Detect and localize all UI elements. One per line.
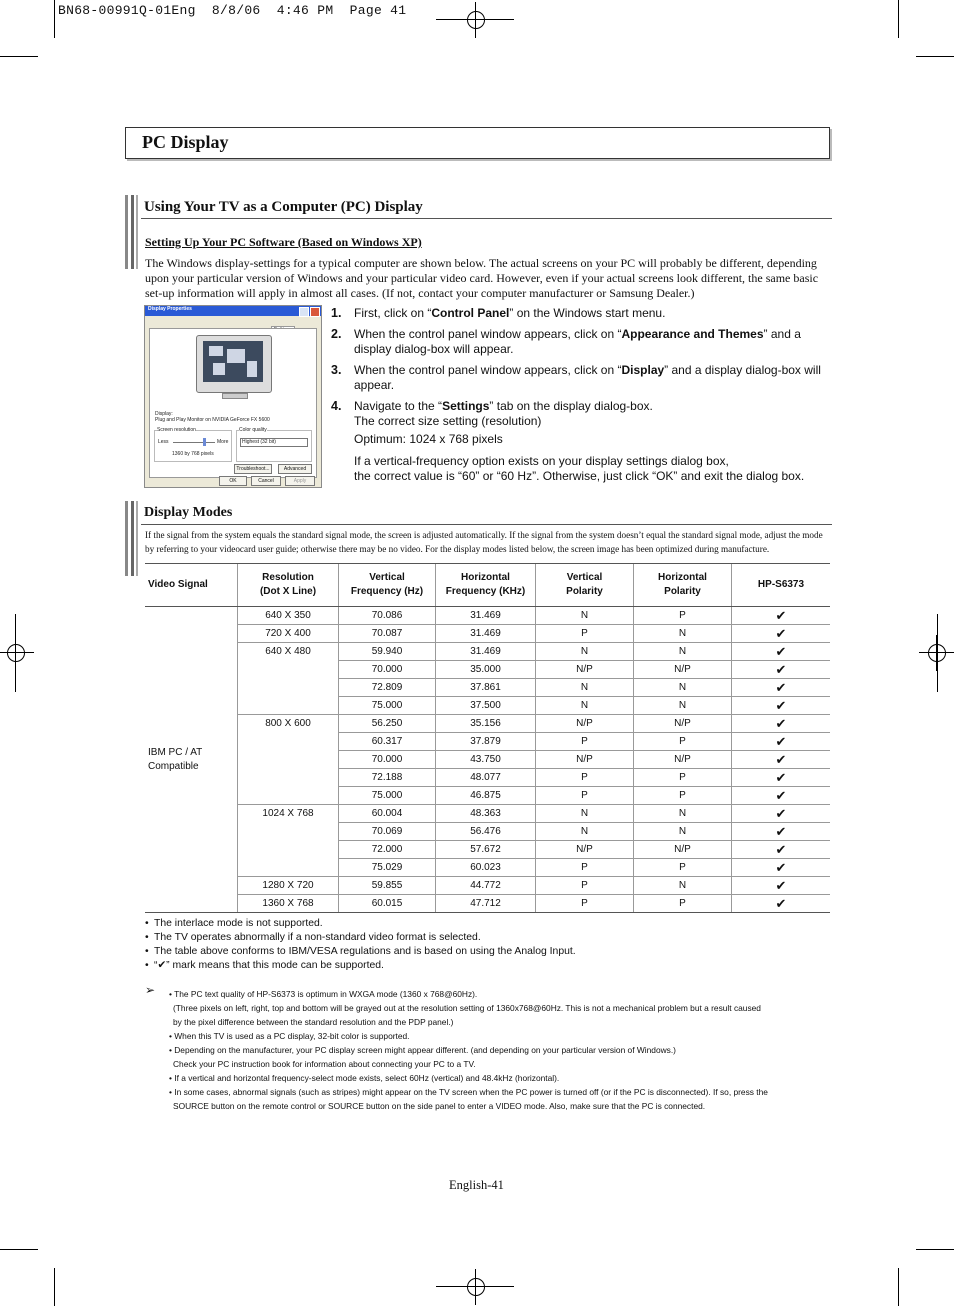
vertical-frequency-cell: 72.000 — [339, 841, 436, 859]
horizontal-polarity-cell: N/P — [634, 661, 732, 679]
video-signal-cell: IBM PC / AT Compatible — [145, 607, 238, 913]
note-item: • The TV operates abnormally if a non-standard video format is selected. — [145, 931, 576, 945]
section-rule — [141, 218, 832, 219]
monitor-stand — [222, 393, 248, 399]
vertical-frequency-cell: 70.000 — [339, 751, 436, 769]
fine-print — [169, 987, 819, 1113]
table-row — [145, 625, 830, 643]
table-row — [145, 877, 830, 895]
crop-mark — [54, 1268, 55, 1306]
horizontal-frequency-cell: 48.363 — [436, 805, 536, 823]
supported-check-icon: ✔ — [732, 859, 831, 877]
supported-check-icon: ✔ — [732, 643, 831, 661]
vertical-polarity-cell: P — [536, 877, 634, 895]
table-header-row — [145, 564, 830, 607]
supported-check-icon: ✔ — [732, 769, 831, 787]
dialog-title-bar — [145, 306, 321, 316]
vertical-polarity-cell: P — [536, 895, 634, 913]
vertical-polarity-cell: N — [536, 697, 634, 715]
resolution-group-label: Screen resolution — [157, 427, 196, 433]
advanced-button: Advanced — [278, 464, 312, 474]
vertical-polarity-cell: N/P — [536, 751, 634, 769]
print-header: BN68-00991Q-01Eng 8/8/06 4:46 PM Page 41 — [58, 3, 407, 18]
step-number: 3. — [331, 363, 342, 377]
horizontal-frequency-cell: 37.879 — [436, 733, 536, 751]
supported-check-icon: ✔ — [732, 661, 831, 679]
horizontal-polarity-cell: P — [634, 607, 732, 625]
crop-mark — [0, 1249, 38, 1250]
vertical-polarity-cell: N/P — [536, 841, 634, 859]
color-select-value: Highest (32 bit) — [242, 439, 276, 445]
horizontal-polarity-cell: P — [634, 769, 732, 787]
col-resolution: Resolution (Dot X Line) — [238, 564, 339, 607]
horizontal-frequency-cell: 35.156 — [436, 715, 536, 733]
crop-mark — [916, 56, 954, 57]
table-row — [145, 643, 830, 661]
resolution-value: 1360 by 768 pixels — [172, 451, 214, 457]
page-title-box — [125, 127, 830, 159]
horizontal-polarity-cell: N/P — [634, 715, 732, 733]
registration-mark-icon — [458, 2, 494, 38]
horizontal-frequency-cell: 31.469 — [436, 607, 536, 625]
step-keyword: Control Panel — [431, 306, 510, 320]
resolution-cell: 1024 X 768 — [238, 805, 339, 877]
vertical-frequency-cell: 59.855 — [339, 877, 436, 895]
vertical-polarity-cell: P — [536, 625, 634, 643]
registration-mark-icon — [458, 1269, 494, 1305]
registration-mark-icon — [0, 635, 34, 671]
supported-check-icon: ✔ — [732, 805, 831, 823]
vertical-frequency-cell: 60.015 — [339, 895, 436, 913]
step-text: ” on the Windows start menu. — [509, 306, 666, 320]
step-text: ” and a display dialog-box will appear. — [354, 327, 801, 356]
steps-list — [331, 306, 831, 484]
display-properties-screenshot — [144, 305, 322, 488]
resolution-cell: 720 X 400 — [238, 625, 339, 643]
fine-print-line: • When this TV is used as a PC display, 32-bit color is supported. — [169, 1031, 410, 1041]
horizontal-frequency-cell: 37.861 — [436, 679, 536, 697]
note-item: • The table above conforms to IBM/VESA regulations and is based on using the Analog Input. — [145, 945, 576, 959]
fine-print-line: by the pixel difference between the standard resolution and the PDP panel.) — [173, 1017, 454, 1027]
crop-mark — [898, 0, 899, 38]
step-keyword: Display — [621, 363, 665, 377]
vertical-frequency-cell: 56.250 — [339, 715, 436, 733]
apply-button: Apply — [285, 476, 315, 486]
display-modes-intro: If the signal from the system equals the standard signal mode, the screen is adjusted automatically. If the signal from the system doesn’t equal the standard signal mode, adjust the mode by referring to your videocard user guide; otherwise there may be no video. For the display modes listed below, the screen image has been optimized during manufacture. — [145, 530, 823, 554]
vertical-frequency-cell: 72.809 — [339, 679, 436, 697]
more-label: More — [217, 439, 229, 445]
horizontal-polarity-cell: N — [634, 625, 732, 643]
notes-list — [145, 917, 576, 973]
step-number: 2. — [331, 327, 342, 341]
supported-check-icon: ✔ — [732, 751, 831, 769]
horizontal-polarity-cell: P — [634, 733, 732, 751]
section-bar-inner — [131, 195, 134, 269]
dialog-title: Display Properties — [148, 306, 192, 312]
step-text: ” tab on the display dialog-box. — [489, 399, 653, 413]
col-horizontal-polarity: Horizontal Polarity — [634, 564, 732, 607]
vertical-frequency-cell: 75.000 — [339, 787, 436, 805]
vertical-frequency-cell: 70.069 — [339, 823, 436, 841]
step-detail: Optimum: 1024 x 768 pixels — [354, 432, 503, 446]
fine-print-line: • Depending on the manufacturer, your PC display screen might appear different. (and depending on your particular version of Windows.) — [169, 1045, 676, 1055]
horizontal-polarity-cell: N — [634, 679, 732, 697]
vertical-polarity-cell: N — [536, 643, 634, 661]
horizontal-frequency-cell: 56.476 — [436, 823, 536, 841]
vertical-polarity-cell: N/P — [536, 715, 634, 733]
supported-check-icon: ✔ — [732, 607, 831, 625]
horizontal-polarity-cell: N — [634, 697, 732, 715]
horizontal-frequency-cell: 44.772 — [436, 877, 536, 895]
step-item — [331, 327, 831, 357]
note-arrow-icon: ➢ — [145, 983, 156, 997]
col-video-signal: Video Signal — [145, 564, 238, 607]
section-title: Using Your TV as a Computer (PC) Display — [144, 199, 423, 215]
step-keyword: Appearance and Themes — [621, 327, 764, 341]
color-select — [240, 438, 308, 447]
fine-print-line: (Three pixels on left, right, top and bottom will be grayed out at the resolution setting of 1360x768@60Hz. This is not a mechanical problem but a result caused — [173, 1003, 761, 1013]
step-text: When the control panel window appears, click on “ — [354, 327, 622, 341]
section-title: Display Modes — [144, 505, 233, 520]
vertical-polarity-cell: P — [536, 769, 634, 787]
less-label: Less — [158, 439, 169, 445]
col-vertical-polarity: Vertical Polarity — [536, 564, 634, 607]
horizontal-frequency-cell: 35.000 — [436, 661, 536, 679]
note-item: • “✔” mark means that this mode can be supported. — [145, 959, 576, 973]
vertical-frequency-cell: 75.000 — [339, 697, 436, 715]
supported-check-icon: ✔ — [732, 625, 831, 643]
vertical-polarity-cell: P — [536, 787, 634, 805]
horizontal-frequency-cell: 48.077 — [436, 769, 536, 787]
horizontal-frequency-cell: 57.672 — [436, 841, 536, 859]
supported-check-icon: ✔ — [732, 715, 831, 733]
table-row — [145, 805, 830, 823]
fine-print-line: • If a vertical and horizontal frequency-select mode exists, select 60Hz (vertical) and 48.4kHz (horizontal). — [169, 1073, 560, 1083]
supported-check-icon: ✔ — [732, 697, 831, 715]
vertical-frequency-cell: 70.086 — [339, 607, 436, 625]
step-detail: If a vertical-frequency option exists on your display settings dialog box, — [354, 454, 729, 468]
step-number: 4. — [331, 399, 342, 413]
horizontal-frequency-cell: 31.469 — [436, 625, 536, 643]
slider-thumb — [203, 438, 206, 446]
vertical-frequency-cell: 59.940 — [339, 643, 436, 661]
step-detail: the correct value is “60” or “60 Hz”. Otherwise, just click “OK” and exit the dialog box. — [354, 469, 805, 483]
col-vertical-frequency: Vertical Frequency (Hz) — [339, 564, 436, 607]
vertical-frequency-cell: 75.029 — [339, 859, 436, 877]
help-icon — [299, 307, 309, 317]
step-text: ” and a display dialog-box will appear. — [354, 363, 821, 392]
fine-print-line: • In some cases, abnormal signals (such as stripes) might appear on the TV screen when the PC power is turned off (or if the PC is disconnected). If so, press the — [169, 1087, 768, 1097]
display-modes-table — [145, 563, 830, 913]
supported-check-icon: ✔ — [732, 733, 831, 751]
step-text: First, click on “ — [354, 306, 432, 320]
step-detail: The correct size setting (resolution) — [354, 414, 542, 428]
horizontal-polarity-cell: P — [634, 787, 732, 805]
table-row — [145, 895, 830, 913]
vertical-frequency-cell: 70.000 — [339, 661, 436, 679]
horizontal-polarity-cell: P — [634, 895, 732, 913]
color-group-label: Color quality — [239, 427, 267, 433]
horizontal-polarity-cell: N — [634, 823, 732, 841]
horizontal-frequency-cell: 37.500 — [436, 697, 536, 715]
step-item — [331, 399, 831, 484]
horizontal-polarity-cell: N — [634, 643, 732, 661]
horizontal-polarity-cell: N — [634, 805, 732, 823]
section-bar-inner — [131, 501, 134, 576]
resolution-cell: 1280 X 720 — [238, 877, 339, 895]
table-row — [145, 607, 830, 625]
note-item: • The interlace mode is not supported. — [145, 917, 576, 931]
monitor-icon — [196, 335, 272, 393]
step-item — [331, 306, 831, 321]
ok-button: OK — [219, 476, 247, 486]
section-rule — [141, 524, 832, 525]
page-title: PC Display — [142, 132, 229, 152]
horizontal-frequency-cell: 43.750 — [436, 751, 536, 769]
display-value: Plug and Play Monitor on NVIDIA GeForce FX 5600 — [155, 417, 270, 423]
display-label: Display: — [155, 411, 173, 417]
vertical-polarity-cell: P — [536, 733, 634, 751]
step-number: 1. — [331, 306, 342, 320]
color-quality-group — [236, 427, 312, 462]
cancel-button: Cancel — [251, 476, 281, 486]
subheading: Setting Up Your PC Software (Based on Windows XP) — [145, 235, 422, 249]
crop-mark — [54, 0, 55, 38]
resolution-cell: 640 X 480 — [238, 643, 339, 715]
supported-check-icon: ✔ — [732, 877, 831, 895]
resolution-cell: 640 X 350 — [238, 607, 339, 625]
supported-check-icon: ✔ — [732, 823, 831, 841]
vertical-polarity-cell: N — [536, 823, 634, 841]
crop-mark — [0, 56, 38, 57]
registration-mark-icon — [919, 635, 954, 671]
horizontal-frequency-cell: 31.469 — [436, 643, 536, 661]
vertical-frequency-cell: 60.004 — [339, 805, 436, 823]
resolution-group — [154, 427, 232, 462]
step-keyword: Settings — [442, 399, 490, 413]
resolution-cell: 800 X 600 — [238, 715, 339, 805]
intro-paragraph: The Windows display-settings for a typical computer are shown below. The actual screens on your PC will probably be different, depending upon your particular version of Windows and your particular video card. However, even if your actual screens look different, the same basic set-up information will apply in almost all cases. (If not, contact your computer manufacturer or Samsung Dealer.) — [145, 256, 819, 300]
horizontal-polarity-cell: N — [634, 877, 732, 895]
settings-panel — [149, 328, 317, 478]
supported-check-icon: ✔ — [732, 679, 831, 697]
horizontal-frequency-cell: 47.712 — [436, 895, 536, 913]
vertical-polarity-cell: N — [536, 679, 634, 697]
vertical-polarity-cell: N — [536, 607, 634, 625]
step-item — [331, 363, 831, 393]
resolution-cell: 1360 X 768 — [238, 895, 339, 913]
page-number: English-41 — [449, 1178, 504, 1192]
col-horizontal-frequency: Horizontal Frequency (KHz) — [436, 564, 536, 607]
crop-mark — [898, 1268, 899, 1306]
horizontal-polarity-cell: N/P — [634, 751, 732, 769]
step-text: Navigate to the “ — [354, 399, 443, 413]
horizontal-frequency-cell: 46.875 — [436, 787, 536, 805]
crop-mark — [916, 1249, 954, 1250]
fine-print-line: SOURCE button on the remote control or SOURCE button on the side panel to enter a VIDEO mode. Also, make sure that the PC is connected. — [173, 1101, 706, 1111]
supported-check-icon: ✔ — [732, 895, 831, 913]
vertical-frequency-cell: 70.087 — [339, 625, 436, 643]
vertical-frequency-cell: 60.317 — [339, 733, 436, 751]
supported-check-icon: ✔ — [732, 841, 831, 859]
resolution-slider — [173, 442, 215, 443]
table-row — [145, 715, 830, 733]
horizontal-polarity-cell: P — [634, 859, 732, 877]
vertical-frequency-cell: 72.188 — [339, 769, 436, 787]
step-text: When the control panel window appears, click on “ — [354, 363, 622, 377]
horizontal-frequency-cell: 60.023 — [436, 859, 536, 877]
vertical-polarity-cell: N — [536, 805, 634, 823]
fine-print-line: • The PC text quality of HP-S6373 is optimum in WXGA mode (1360 x 768@60Hz). — [169, 989, 478, 999]
horizontal-polarity-cell: N/P — [634, 841, 732, 859]
fine-print-line: Check your PC instruction book for information about connecting your PC to a TV. — [173, 1059, 476, 1069]
vertical-polarity-cell: P — [536, 859, 634, 877]
col-model: HP-S6373 — [732, 564, 831, 607]
close-icon — [310, 307, 320, 317]
vertical-polarity-cell: N/P — [536, 661, 634, 679]
supported-check-icon: ✔ — [732, 787, 831, 805]
troubleshoot-button: Troubleshoot... — [234, 464, 272, 474]
